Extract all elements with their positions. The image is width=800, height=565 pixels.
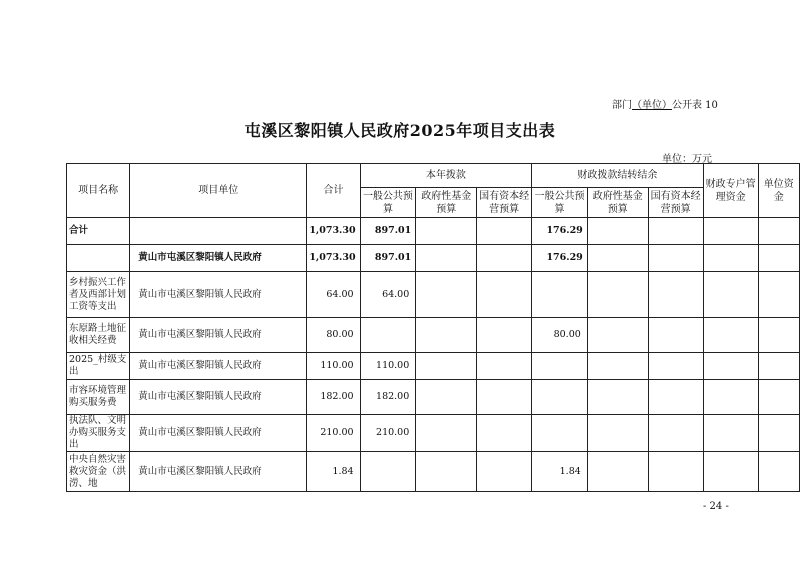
project-unit-cell: 黄山市屯溪区黎阳镇人民政府 bbox=[130, 272, 307, 318]
total-cell: 110.00 bbox=[307, 353, 360, 380]
general-cell: 897.01 bbox=[360, 218, 416, 245]
col-this-year: 本年拨款 bbox=[360, 164, 532, 188]
total-cell: 64.00 bbox=[307, 272, 360, 318]
carry-general-cell: 1.84 bbox=[532, 452, 588, 492]
carry-gov-fund-cell bbox=[587, 272, 648, 318]
col-project-name: 项目名称 bbox=[67, 164, 130, 218]
project-name-cell: 2025_村级支出 bbox=[67, 353, 130, 380]
state-capital-cell bbox=[477, 272, 532, 318]
carry-state-capital-cell bbox=[648, 353, 703, 380]
project-unit-cell: 黄山市屯溪区黎阳镇人民政府 bbox=[130, 415, 307, 452]
col-special-mgmt: 财政专户管理资金 bbox=[703, 164, 758, 218]
carry-gov-fund-cell bbox=[587, 218, 648, 245]
special-mgmt-cell bbox=[703, 318, 758, 353]
col-unit-funds: 单位资金 bbox=[758, 164, 799, 218]
col-carry-state-capital: 国有资本经营预算 bbox=[648, 188, 703, 218]
gov-fund-cell bbox=[416, 452, 477, 492]
carry-state-capital-cell bbox=[648, 415, 703, 452]
gov-fund-cell bbox=[416, 415, 477, 452]
gov-fund-cell bbox=[416, 245, 477, 272]
carry-gov-fund-cell bbox=[587, 318, 648, 353]
general-cell: 210.00 bbox=[360, 415, 416, 452]
unit-funds-cell bbox=[758, 452, 799, 492]
carry-general-cell bbox=[532, 272, 588, 318]
gov-fund-cell bbox=[416, 380, 477, 415]
total-cell: 210.00 bbox=[307, 415, 360, 452]
table-row bbox=[67, 218, 800, 245]
general-cell bbox=[360, 318, 416, 353]
col-carryover: 财政拨款结转结余 bbox=[532, 164, 704, 188]
gov-fund-cell bbox=[416, 318, 477, 353]
gov-fund-cell bbox=[416, 218, 477, 245]
project-name-cell: 中央自然灾害救灾资金（洪涝、地 bbox=[67, 452, 130, 492]
state-capital-cell bbox=[477, 380, 532, 415]
special-mgmt-cell bbox=[703, 245, 758, 272]
total-cell: 182.00 bbox=[307, 380, 360, 415]
unit-funds-cell bbox=[758, 415, 799, 452]
carry-gov-fund-cell bbox=[587, 245, 648, 272]
page-number: - 24 - bbox=[703, 501, 729, 512]
carry-state-capital-cell bbox=[648, 380, 703, 415]
carry-general-cell bbox=[532, 380, 588, 415]
col-total: 合计 bbox=[307, 164, 360, 218]
unit-funds-cell bbox=[758, 318, 799, 353]
general-cell: 182.00 bbox=[360, 380, 416, 415]
table-row bbox=[67, 245, 800, 272]
form-prefix: 部门 bbox=[612, 100, 632, 111]
col-general: 一般公共预算 bbox=[360, 188, 416, 218]
col-project-unit: 项目单位 bbox=[130, 164, 307, 218]
state-capital-cell bbox=[477, 318, 532, 353]
project-name-cell: 东原路土地征收相关经费 bbox=[67, 318, 130, 353]
project-unit-cell: 黄山市屯溪区黎阳镇人民政府 bbox=[130, 380, 307, 415]
project-unit-cell: 黄山市屯溪区黎阳镇人民政府 bbox=[130, 452, 307, 492]
carry-general-cell: 176.29 bbox=[532, 245, 588, 272]
carry-general-cell bbox=[532, 415, 588, 452]
project-name-cell: 市容环境管理购买服务费 bbox=[67, 380, 130, 415]
total-cell: 1,073.30 bbox=[307, 245, 360, 272]
carry-state-capital-cell bbox=[648, 318, 703, 353]
unit-funds-cell bbox=[758, 218, 799, 245]
table-row bbox=[67, 272, 800, 318]
carry-general-cell: 176.29 bbox=[532, 218, 588, 245]
state-capital-cell bbox=[477, 353, 532, 380]
col-gov-fund: 政府性基金预算 bbox=[416, 188, 477, 218]
special-mgmt-cell bbox=[703, 452, 758, 492]
carry-general-cell: 80.00 bbox=[532, 318, 588, 353]
special-mgmt-cell bbox=[703, 415, 758, 452]
project-unit-cell: 黄山市屯溪区黎阳镇人民政府 bbox=[130, 245, 307, 272]
col-carry-general: 一般公共预算 bbox=[532, 188, 588, 218]
special-mgmt-cell bbox=[703, 272, 758, 318]
project-unit-cell: 黄山市屯溪区黎阳镇人民政府 bbox=[130, 353, 307, 380]
carry-gov-fund-cell bbox=[587, 415, 648, 452]
unit-funds-cell bbox=[758, 272, 799, 318]
form-number bbox=[612, 96, 718, 111]
carry-general-cell bbox=[532, 353, 588, 380]
form-unit-underlined: （单位） bbox=[632, 100, 672, 111]
form-suffix: 公开表 10 bbox=[672, 100, 718, 111]
special-mgmt-cell bbox=[703, 353, 758, 380]
project-expenditure-table bbox=[66, 163, 800, 492]
carry-gov-fund-cell bbox=[587, 452, 648, 492]
total-cell: 1,073.30 bbox=[307, 218, 360, 245]
carry-gov-fund-cell bbox=[587, 380, 648, 415]
gov-fund-cell bbox=[416, 353, 477, 380]
unit-funds-cell bbox=[758, 380, 799, 415]
col-state-capital: 国有资本经营预算 bbox=[477, 188, 532, 218]
general-cell: 110.00 bbox=[360, 353, 416, 380]
project-unit-cell bbox=[130, 218, 307, 245]
carry-state-capital-cell bbox=[648, 245, 703, 272]
project-unit-cell: 黄山市屯溪区黎阳镇人民政府 bbox=[130, 318, 307, 353]
unit-label: 单位：万元 bbox=[662, 154, 712, 165]
total-cell: 1.84 bbox=[307, 452, 360, 492]
gov-fund-cell bbox=[416, 272, 477, 318]
project-name-cell: 执法队、文明办购买服务支出 bbox=[67, 415, 130, 452]
carry-state-capital-cell bbox=[648, 452, 703, 492]
general-cell bbox=[360, 452, 416, 492]
table-row bbox=[67, 318, 800, 353]
carry-state-capital-cell bbox=[648, 272, 703, 318]
table-row bbox=[67, 452, 800, 492]
state-capital-cell bbox=[477, 245, 532, 272]
col-carry-gov-fund: 政府性基金预算 bbox=[587, 188, 648, 218]
total-cell: 80.00 bbox=[307, 318, 360, 353]
state-capital-cell bbox=[477, 415, 532, 452]
project-name-cell: 合计 bbox=[67, 218, 130, 245]
table-row bbox=[67, 380, 800, 415]
page-title: 屯溪区黎阳镇人民政府2025年项目支出表 bbox=[244, 121, 556, 140]
special-mgmt-cell bbox=[703, 218, 758, 245]
carry-state-capital-cell bbox=[648, 218, 703, 245]
general-cell: 64.00 bbox=[360, 272, 416, 318]
unit-funds-cell bbox=[758, 353, 799, 380]
carry-gov-fund-cell bbox=[587, 353, 648, 380]
state-capital-cell bbox=[477, 218, 532, 245]
table-row bbox=[67, 415, 800, 452]
unit-funds-cell bbox=[758, 245, 799, 272]
project-name-cell bbox=[67, 245, 130, 272]
special-mgmt-cell bbox=[703, 380, 758, 415]
table-row bbox=[67, 353, 800, 380]
project-name-cell: 乡村振兴工作者及西部计划工资等支出 bbox=[67, 272, 130, 318]
general-cell: 897.01 bbox=[360, 245, 416, 272]
state-capital-cell bbox=[477, 452, 532, 492]
